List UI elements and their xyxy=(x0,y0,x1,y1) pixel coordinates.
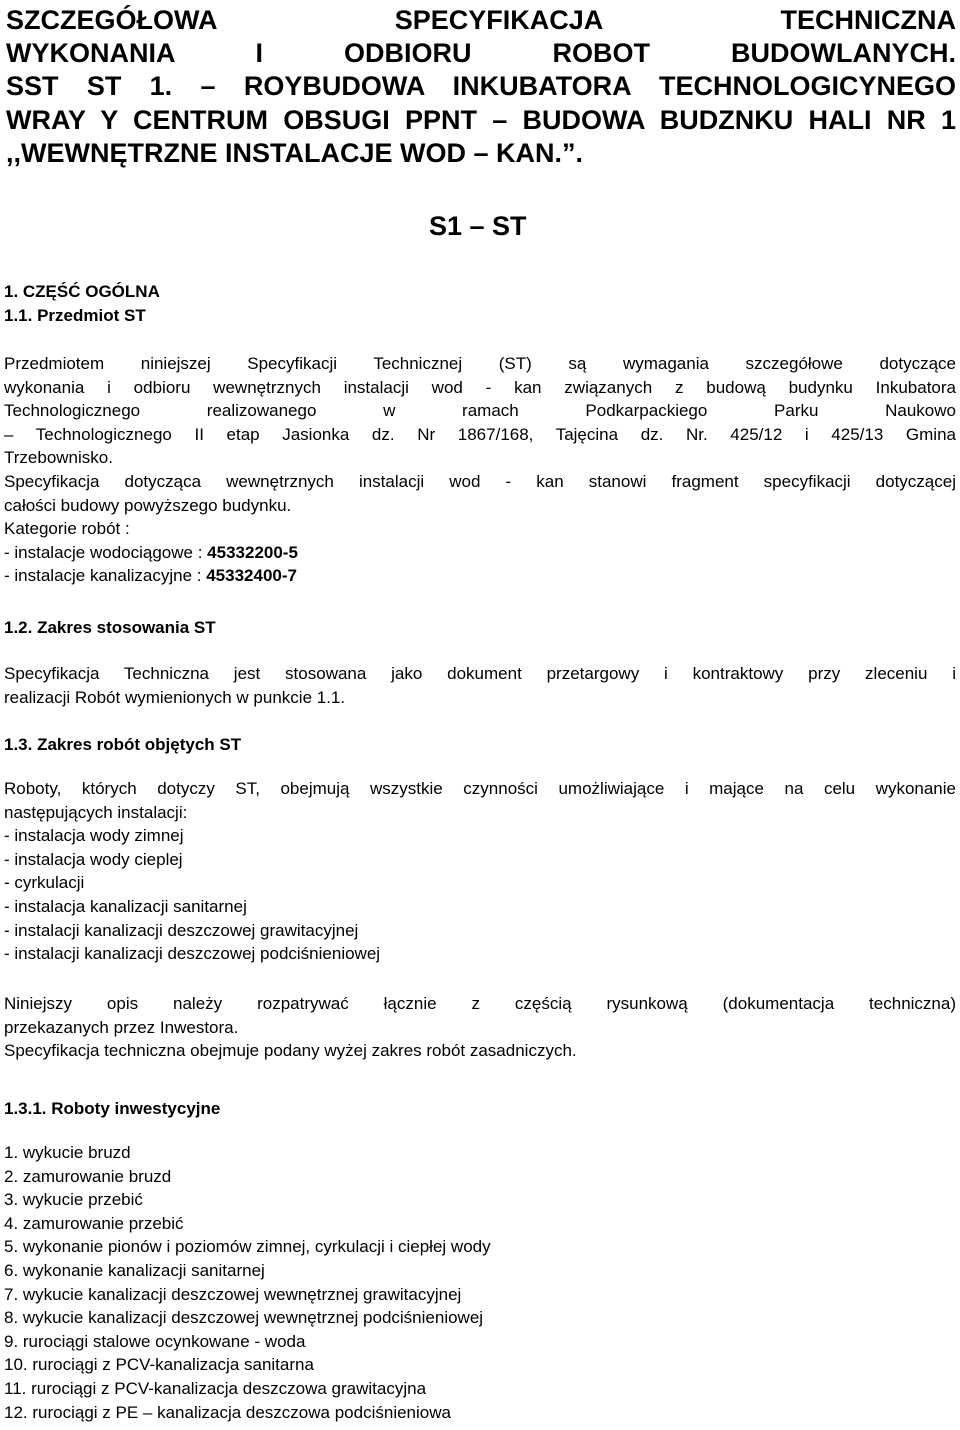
category-label: - instalacje wodociągowe : xyxy=(4,542,208,562)
subsection-heading: 1.1. Przedmiot ST xyxy=(4,306,146,325)
title-line: SZCZEGÓŁOWA SPECYFIKACJA TECHNICZNA xyxy=(6,5,956,35)
list-item: 9. rurociągi stalowe ocynkowane - woda xyxy=(4,1331,306,1351)
paragraph-line: Technologicznego realizowanego w ramach Podkarpackiego Parku Naukowo xyxy=(4,401,956,421)
document-title xyxy=(6,4,956,170)
subject-paragraph xyxy=(4,352,956,588)
paragraph-line: następujących instalacji: xyxy=(4,802,188,822)
paragraph-line: wykonania i odbioru wewnętrznych instalacji wod - kan związanych z budową budynku Inkubatora xyxy=(4,377,956,397)
title-line: SST ST 1. – ROYBUDOWA INKUBATORA TECHNOLOGICYNEGO xyxy=(6,71,956,102)
list-item: 7. wykucie kanalizacji deszczowej wewnętrznej grawitacyjnej xyxy=(4,1284,462,1304)
list-item: 12. rurociągi z PE – kanalizacja deszczowa podciśnieniowa xyxy=(4,1402,451,1422)
list-item: 10. rurociągi z PCV-kanalizacja sanitarna xyxy=(4,1355,314,1375)
list-item: - cyrkulacji xyxy=(4,873,85,893)
category-label: - instalacje kanalizacyjne : xyxy=(4,566,207,586)
list-item: 1. wykucie bruzd xyxy=(4,1143,131,1162)
title-line: ,,WEWNĘTRZNE INSTALACJE WOD – KAN.”. xyxy=(6,137,583,168)
investment-works-list xyxy=(4,1141,956,1424)
list-item: - instalacji kanalizacji deszczowej grawitacyjnej xyxy=(4,920,359,940)
paragraph-line: całości budowy powyższego budynku. xyxy=(4,495,292,515)
list-item: 3. wykucie przebić xyxy=(4,1190,143,1210)
list-item: - instalacja wody zimnej xyxy=(4,826,184,846)
investment-works xyxy=(4,1141,956,1424)
paragraph-line: Niniejszy opis należy rozpatrywać łącznie z częścią rysunkową (dokumentacja techniczna) xyxy=(4,994,956,1013)
title-line: WYKONANIA I ODBIORU ROBOT BUDOWLANYCH. xyxy=(6,38,956,69)
subsection-heading: 1.3.1. Roboty inwestycyjne xyxy=(4,1099,221,1118)
paragraph-line: Trzebownisko. xyxy=(4,448,113,468)
list-item: 11. rurociągi z PCV-kanalizacja deszczowa grawitacyjna xyxy=(4,1378,427,1398)
paragraph-line: przekazanych przez Inwestora. xyxy=(4,1017,239,1037)
list-item: - instalacja kanalizacji sanitarnej xyxy=(4,896,247,916)
subsection-heading: 1.3. Zakres robót objętych ST xyxy=(4,735,242,754)
paragraph-line: Specyfikacja Techniczna jest stosowana jako dokument przetargowy i kontraktowy przy zleceniu i xyxy=(4,664,956,683)
categories-label: Kategorie robót : xyxy=(4,519,130,539)
category-code: 45332200-5 xyxy=(207,542,298,562)
paragraph-line: – Technologicznego II etap Jasionka dz. Nr 1867/168, Tajęcina dz. Nr. 425/12 i 425/13 Gmina xyxy=(4,424,956,444)
category-item xyxy=(4,541,956,565)
works-paragraph xyxy=(4,777,956,966)
paragraph-line: Specyfikacja dotycząca wewnętrznych instalacji wod - kan stanowi fragment specyfikacji dotyczącej xyxy=(4,471,956,491)
paragraph-line: Roboty, których dotyczy ST, obejmują wszystkie czynności umożliwiające i mające na celu wykonanie xyxy=(4,779,956,798)
section-heading: 1. CZĘŚĆ OGÓLNA xyxy=(4,282,160,301)
paragraph-line: Przedmiotem niniejszej Specyfikacji Technicznej (ST) są wymagania szczegółowe dotyczące xyxy=(4,354,956,373)
title-line: WRAY Y CENTRUM OBSUGI PPNT – BUDOWA BUDZNKU HALI NR 1 xyxy=(6,104,956,135)
list-item: 6. wykonanie kanalizacji sanitarnej xyxy=(4,1260,265,1280)
subsection-heading: 1.2. Zakres stosowania ST xyxy=(4,618,216,637)
spec-code: S1 – ST xyxy=(429,211,527,241)
paragraph-line: Specyfikacja techniczna obejmuje podany wyżej zakres robót zasadniczych. xyxy=(4,1041,577,1061)
category-item xyxy=(4,564,956,588)
category-code: 45332400-7 xyxy=(206,566,297,586)
list-item: 4. zamurowanie przebić xyxy=(4,1213,184,1233)
paragraph-line: realizacji Robót wymienionych w punkcie 1.1. xyxy=(4,687,346,707)
list-item: 5. wykonanie pionów i poziomów zimnej, cyrkulacji i ciepłej wody xyxy=(4,1237,491,1257)
list-item: 8. wykucie kanalizacji deszczowej wewnętrznej podciśnieniowej xyxy=(4,1308,484,1328)
list-item: - instalacja wody cieplej xyxy=(4,849,183,869)
scope-paragraph xyxy=(4,662,956,709)
note-paragraph xyxy=(4,992,956,1063)
list-item: - instalacji kanalizacji deszczowej podciśnieniowej xyxy=(4,944,381,964)
list-item: 2. zamurowanie bruzd xyxy=(4,1166,172,1186)
installations-list xyxy=(4,824,956,966)
